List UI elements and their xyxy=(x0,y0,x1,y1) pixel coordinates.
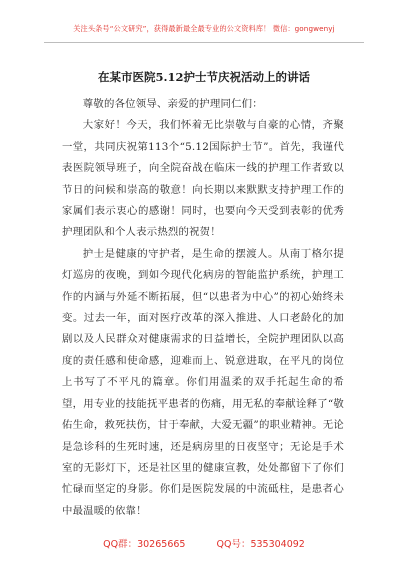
footer-contact xyxy=(0,536,408,550)
body-paragraph: 护士是健康的守护者，是生命的摆渡人。从南丁格尔提灯巡房的夜晚，到如今现代化病房的智能监护系统，护理工作的内涵与外延不断拓展，但“以患者为中心”的初心始终未变。过去一年，面对医疗改革的深入推进、人口老龄化的加剧以及人民群众对健康需求的日益增长，全院护理团队以高度的责任感和使命感，迎难而上、锐意进取，在平凡的岗位上书写了不平凡的篇章。你们用温柔的双手托起生命的希望，用专业的技能抚平患者的伤痛，用无私的奉献诠释了“敬佑生命，救死扶伤，甘于奉献，大爱无疆”的职业精神。无论是急诊科的生死时速，还是病房里的日夜坚守；无论是手术室的无影灯下，还是社区里的健康宣教，处处都留下了你们忙碌而坚定的身影。你们是医院发展的中流砥柱，是患者心中最温暖的依靠！ xyxy=(62,247,344,517)
body-paragraph: 大家好！今天，我们怀着无比崇敬与自豪的心情，齐聚一堂，共同庆祝第113个“5.12国际护士节”。首先，我谨代表医院领导班子，向全院奋战在临床一线的护理工作者致以节日的问候和崇高的敬意！向长期以来默默支持护理工作的家属们表示衷心的感谢！同时，也要向今天受到表彰的优秀护理团队和个人表示热烈的祝贺！ xyxy=(62,119,344,239)
qq-number: QQ号：535304092 xyxy=(216,539,305,550)
header-note: 关注头条号“公文研究”，获得最新最全最专业的公文资料库！ 微信：gongwenyj xyxy=(73,24,335,33)
document-title: 在某市医院5.12护士节庆祝活动上的讲话 xyxy=(97,70,310,84)
header-divider xyxy=(44,42,364,43)
salutation-paragraph: 尊敬的各位领导、亲爱的护理同仁们： xyxy=(82,98,263,110)
qq-group-number: QQ群：30265665 xyxy=(103,539,186,550)
document-body xyxy=(62,94,344,522)
